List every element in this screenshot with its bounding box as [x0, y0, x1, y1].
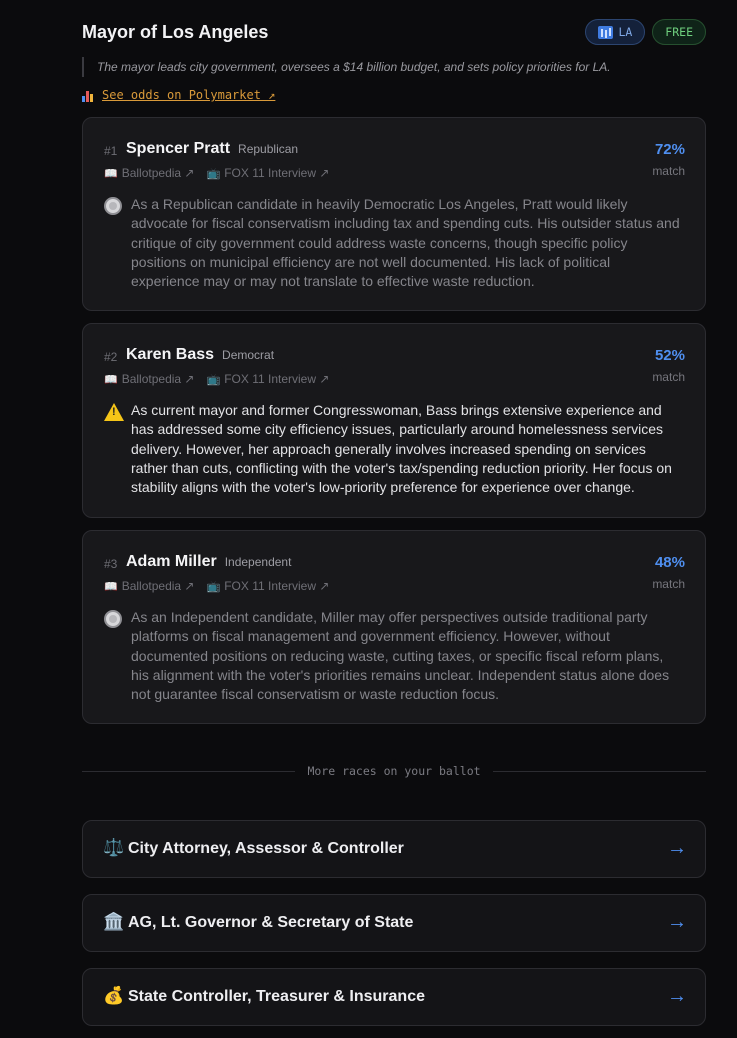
region-badge [585, 19, 645, 45]
book-icon: 📖 [104, 580, 118, 593]
candidate-name-row [126, 553, 291, 571]
candidate-card[interactable] [82, 323, 706, 518]
match-label: match [652, 577, 685, 591]
divider-text-wrap [82, 764, 706, 778]
race-badges [585, 19, 706, 45]
arrow-right-icon: → [667, 985, 687, 1007]
race-header [82, 18, 706, 46]
candidate-name-row [126, 140, 298, 158]
candidate-rank: #1 [104, 144, 118, 158]
race-link-attorney-general[interactable] [82, 894, 706, 952]
tv-icon: 📺 [206, 373, 221, 386]
bar-chart-icon [82, 89, 96, 102]
match-label: match [652, 164, 685, 178]
scales-icon: ⚖️ [103, 838, 125, 857]
candidate-card[interactable] [82, 530, 706, 724]
candidate-name: Adam Miller [126, 553, 217, 570]
ballotpedia-link[interactable] [104, 166, 194, 180]
candidate-reasoning: As a Republican candidate in heavily Democratic Los Angeles, Pratt would likely advocate for fiscal conservatism including tax and spending cuts. His outsider status and critique of city government could address waste concerns, though specific policy positions on municipal efficiency are not well documented. His lack of political experience may or may not translate to effective waste reduction. [131, 196, 680, 290]
candidate-party: Democrat [222, 348, 275, 362]
candidate-party: Independent [224, 555, 292, 569]
candidate-card[interactable] [82, 117, 706, 311]
chart-icon [598, 26, 613, 39]
interview-link-label: FOX 11 Interview ↗ [224, 372, 330, 386]
tv-icon: 📺 [206, 167, 221, 180]
book-icon: 📖 [104, 373, 118, 386]
book-icon: 📖 [104, 167, 118, 180]
tv-icon: 📺 [206, 580, 221, 593]
ballotpedia-link[interactable] [104, 579, 194, 593]
candidate-name: Karen Bass [126, 346, 215, 363]
polymarket-odds-label: See odds on Polymarket ↗ [102, 88, 276, 102]
warning-icon [104, 403, 124, 421]
arrow-right-icon: → [667, 911, 687, 933]
interview-link[interactable] [206, 166, 329, 180]
match-percentage: 52% [654, 347, 685, 364]
neutral-circle-icon [104, 197, 122, 215]
race-title: Mayor of Los Angeles [82, 22, 269, 42]
polymarket-odds-link[interactable] [82, 88, 275, 102]
race-link-label: City Attorney, Assessor & Controller [128, 840, 404, 857]
candidate-party: Republican [238, 142, 299, 156]
ballotpedia-link-label: Ballotpedia ↗ [121, 372, 195, 386]
more-races-label: More races on your ballot [295, 764, 492, 778]
race-link-label: State Controller, Treasurer & Insurance [128, 988, 425, 1005]
candidate-rank: #2 [104, 350, 118, 364]
interview-link-label: FOX 11 Interview ↗ [224, 166, 330, 180]
tier-badge-label: FREE [665, 25, 693, 39]
interview-link[interactable] [206, 372, 329, 386]
more-races-divider [82, 764, 706, 778]
neutral-circle-icon [104, 610, 122, 628]
ballotpedia-link-label: Ballotpedia ↗ [121, 579, 195, 593]
ballotpedia-link-label: Ballotpedia ↗ [121, 166, 195, 180]
match-percentage: 72% [654, 141, 685, 158]
candidate-name-row [126, 346, 274, 364]
candidate-reasoning: As current mayor and former Congresswoman, Bass brings extensive experience and has addressed some city efficiency issues, particularly around homelessness services delivery. However, her approach generally involves increased spending on services rather than cuts, conflicting with the voter's tax/spending reduction priority. Her focus on stability aligns with the voter's low-priority preference for experience over change. [131, 402, 672, 496]
candidate-rank: #3 [104, 557, 118, 571]
interview-link[interactable] [206, 579, 329, 593]
candidate-links [104, 579, 329, 593]
region-badge-label: LA [618, 25, 633, 39]
race-link-city-attorney[interactable] [82, 820, 706, 878]
capitol-building-icon: 🏛️ [103, 912, 125, 931]
race-link-state-controller[interactable] [82, 968, 706, 1026]
race-description: The mayor leads city government, oversees a $14 billion budget, and sets policy priorities for LA. [82, 57, 706, 77]
money-bag-icon: 💰 [103, 986, 125, 1005]
ballotpedia-link[interactable] [104, 372, 194, 386]
interview-link-label: FOX 11 Interview ↗ [224, 579, 330, 593]
candidate-links [104, 372, 329, 386]
match-percentage: 48% [654, 554, 685, 571]
arrow-right-icon: → [667, 837, 687, 859]
tier-badge [652, 19, 706, 45]
candidate-reasoning: As an Independent candidate, Miller may offer perspectives outside traditional party platforms on fiscal management and government efficiency. However, without documented positions on reducing waste, cutting taxes, or specific fiscal reform plans, his alignment with the voter's priorities remains unclear. Independent status alone does not guarantee fiscal conservatism or waste reduction focus. [131, 609, 670, 703]
race-link-label: AG, Lt. Governor & Secretary of State [128, 914, 414, 931]
candidate-links [104, 166, 329, 180]
match-label: match [652, 370, 685, 384]
candidate-name: Spencer Pratt [126, 140, 231, 157]
